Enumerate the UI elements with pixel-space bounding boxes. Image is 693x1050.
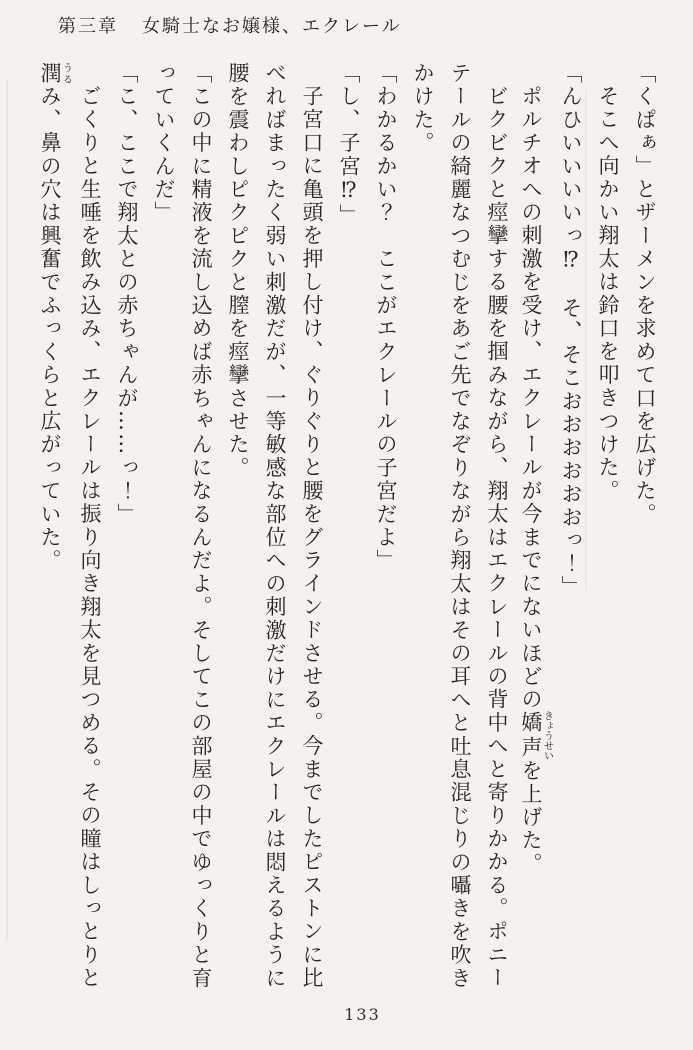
text-line: ポルチオへの刺激を受け、エクレールが今までにないほどの嬌声きょうせいを上げた。	[519, 85, 553, 876]
ruby-annotated-word: 嬌声きょうせい	[519, 710, 553, 761]
text-line: 「わかるかい？ ここがエクレールの子宮だよ」	[374, 62, 398, 573]
text-line: っていくんだ」	[152, 62, 176, 225]
text-line: そこへ向かい翔太は鈴口を叩きつけた。	[596, 85, 620, 503]
chapter-title: 女騎士なお嬢様、エクレール	[142, 16, 402, 37]
text-line: 「んひいいいいっ⁉ そ、そこおおおおおおっ！」	[559, 62, 583, 599]
text-line: ビクビクと痙攣する腰を掴みながら、翔太はエクレールの背中へと寄りかかる。ポニー	[485, 85, 509, 990]
text-line: かけた。	[411, 62, 435, 155]
text-line: 「し、子宮⁉」	[337, 62, 361, 228]
text-line: 「この中に精液を流し込めば赤ちゃんになるんだよ。そしてこの部屋の中でゆっくりと育	[189, 62, 213, 990]
text-line: 腰を震わしピクピクと膣を痙攣させた。	[226, 62, 250, 480]
text-line: 「こ、ここで翔太との赤ちゃんが……っ！」	[115, 62, 139, 526]
text-line: ごくりと生唾を飲み込み、エクレールは振り向き翔太を見つめる。その瞳はしっとりと	[78, 85, 102, 990]
chapter-header	[58, 12, 402, 38]
text-line: 「くぱぁ」とザーメンを求めて口を広げた。	[633, 62, 657, 526]
text-line: べればまったく弱い刺激だが、一等敏感な部位への刺激だけにエクレールは悶えるように	[263, 62, 287, 990]
text-line: 潤うるみ、鼻の穴は興奮でふっくらと広がっていた。	[38, 62, 72, 573]
ruby-annotated-word: 潤うる	[38, 62, 72, 86]
scan-artifact	[6, 80, 8, 940]
text-line: テールの綺麗なつむじをあご先でなぞりながら翔太はその耳へと吐息混じりの囁きを吹き	[448, 62, 472, 990]
text-line: 子宮口に亀頭を押し付け、ぐりぐりと腰をグラインドさせる。今までしたピストンに比	[300, 85, 324, 990]
page-number: 133	[344, 1005, 381, 1024]
chapter-number: 第三章	[58, 16, 118, 37]
page-body	[34, 62, 663, 997]
